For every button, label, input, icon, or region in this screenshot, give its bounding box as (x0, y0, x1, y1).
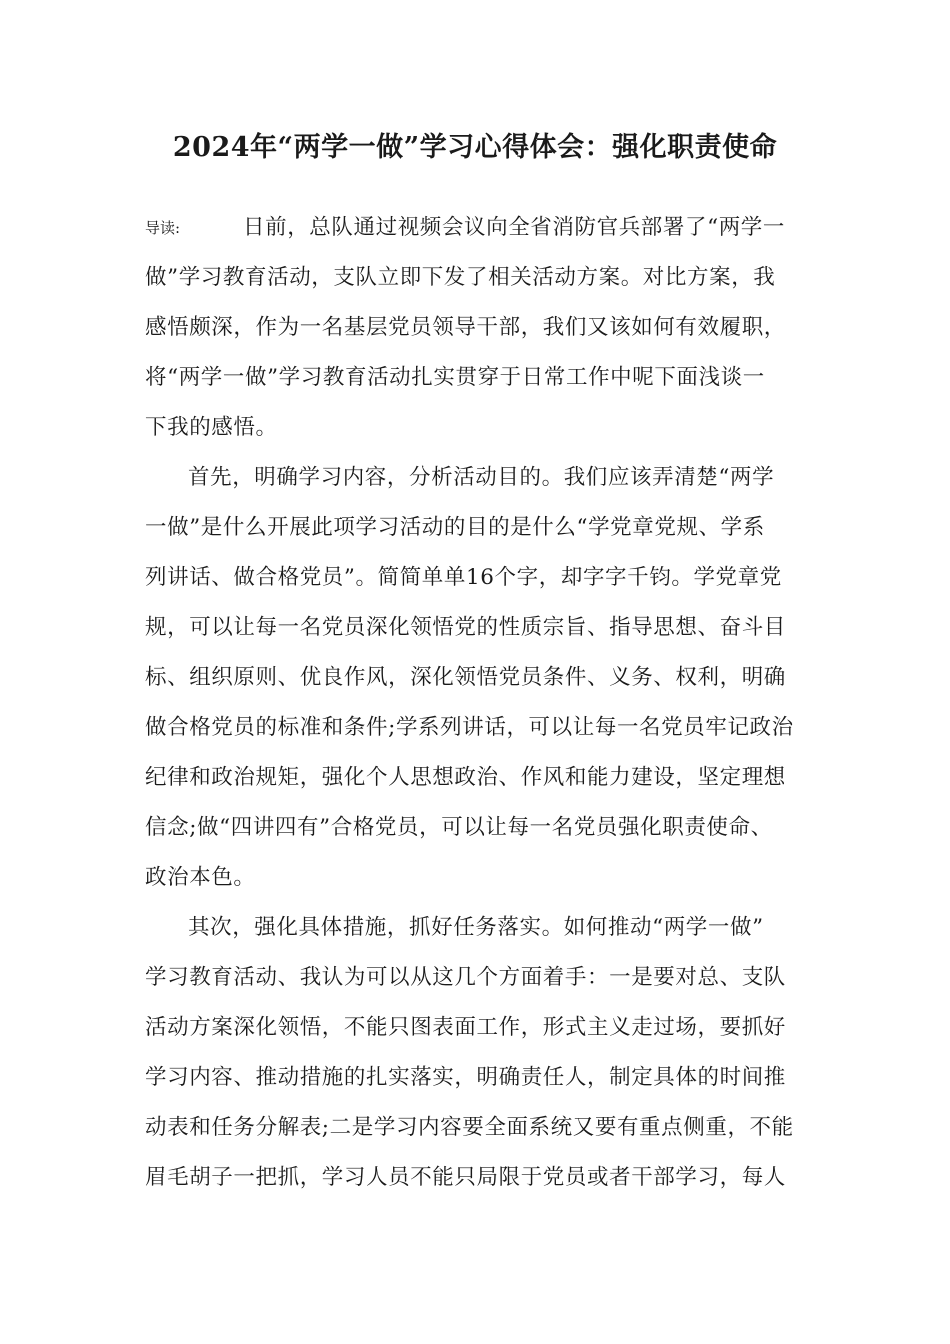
paragraph-line: 其次，强化具体措施，抓好任务落实。如何推动“两学一做” (188, 915, 764, 940)
paragraph-line: 动表和任务分解表;二是学习内容要全面系统又要有重点侧重，不能 (145, 1115, 794, 1140)
paragraph-line: 眉毛胡子一把抓，学习人员不能只局限于党员或者干部学习，每人 (145, 1165, 786, 1190)
paragraph-line: 学习教育活动、我认为可以从这几个方面着手：一是要对总、支队 (145, 965, 786, 990)
paragraph-line: 政治本色。 (145, 865, 256, 890)
paragraph-line: 学习内容、推动措施的扎实落实，明确责任人，制定具体的时间推 (145, 1065, 786, 1090)
paragraph-line: 规，可以让每一名党员深化领悟党的性质宗旨、指导思想、奋斗目 (145, 615, 786, 640)
intro-label: 导读: (145, 219, 181, 237)
paragraph-line: 首先，明确学习内容，分析活动目的。我们应该弄清楚“两学 (188, 465, 775, 490)
paragraph-line: 纪律和政治规矩，强化个人思想政治、作风和能力建设，坚定理想 (145, 765, 786, 790)
intro-line: 做”学习教育活动，支队立即下发了相关活动方案。对比方案，我 (145, 265, 776, 290)
paragraph-line: 标、组织原则、优良作风，深化领悟党员条件、义务、权利，明确 (145, 665, 786, 690)
paragraph-line: 做合格党员的标准和条件;学系列讲话，可以让每一名党员牢记政治 (145, 715, 794, 740)
intro-line: 日前，总队通过视频会议向全省消防官兵部署了“两学一 (243, 215, 785, 240)
document-title: 2024年“两学一做”学习心得体会：强化职责使命 (172, 132, 778, 163)
paragraph-line: 列讲话、做合格党员”。简简单单16个字，却字字千钧。学党章党 (145, 565, 782, 590)
paragraph-line: 活动方案深化领悟，不能只图表面工作，形式主义走过场，要抓好 (145, 1015, 786, 1040)
intro-line: 感悟颇深，作为一名基层党员领导干部，我们又该如何有效履职， (145, 315, 786, 340)
paragraph-line: 一做”是什么开展此项学习活动的目的是什么“学党章党规、学系 (145, 515, 765, 540)
intro-line: 将“两学一做”学习教育活动扎实贯穿于日常工作中呢下面浅谈一 (145, 365, 765, 390)
paragraph-line: 信念;做“四讲四有”合格党员，可以让每一名党员强化职责使命、 (145, 815, 773, 840)
intro-line: 下我的感悟。 (145, 415, 278, 440)
